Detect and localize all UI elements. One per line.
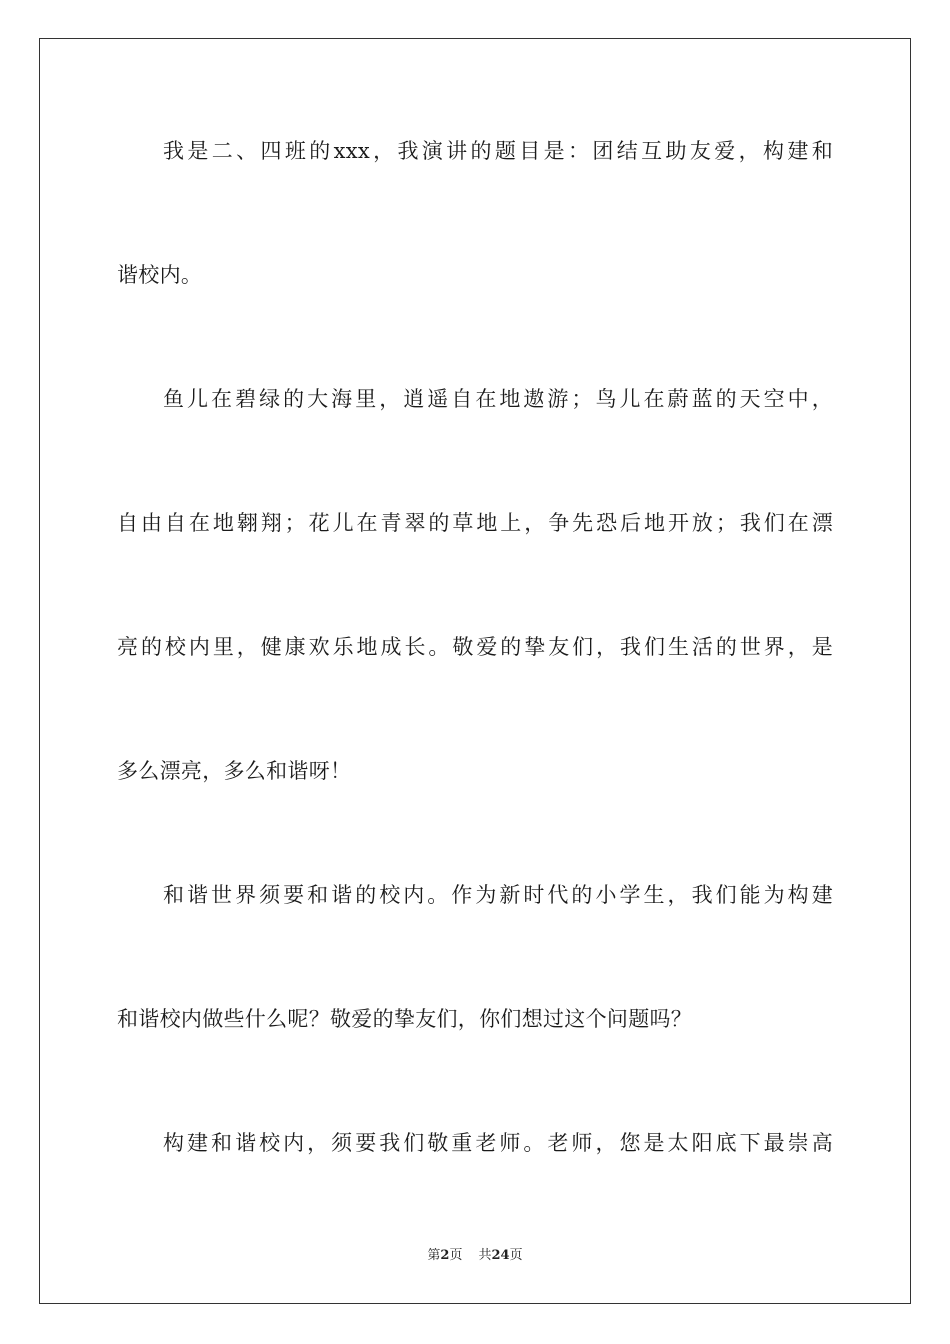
paragraph-line: 鱼儿在碧绿的大海里，逍遥自在地遨游；鸟儿在蔚蓝的天空中，: [163, 387, 833, 411]
total-label-prefix: 共: [478, 1248, 492, 1263]
page-label-prefix: 第: [427, 1248, 441, 1263]
total-label-suffix: 页: [509, 1248, 523, 1263]
page-label-suffix: 页: [449, 1248, 463, 1263]
paragraph-line: 和谐校内做些什么呢？敬爱的挚友们，你们想过这个问题吗？: [117, 1007, 693, 1031]
total-pages-number: 24: [491, 1248, 510, 1263]
paragraph-line: 自由自在地翱翔；花儿在青翠的草地上，争先恐后地开放；我们在漂: [117, 511, 833, 535]
page-frame: [39, 38, 911, 1304]
paragraph-line: 亮的校内里，健康欢乐地成长。敬爱的挚友们，我们生活的世界，是: [117, 635, 833, 659]
paragraph-line: 构建和谐校内，须要我们敬重老师。老师，您是太阳底下最崇高: [163, 1131, 833, 1155]
current-page-number: 2: [440, 1248, 450, 1263]
paragraph-line: 我是二、四班的xxx，我演讲的题目是：团结互助友爱，构建和: [163, 139, 833, 163]
paragraph-line: 谐校内。: [117, 263, 203, 287]
paragraph-line: 和谐世界须要和谐的校内。作为新时代的小学生，我们能为构建: [163, 883, 833, 907]
page-footer: [0, 1247, 950, 1265]
paragraph-line: 多么漂亮，多么和谐呀！: [117, 759, 352, 783]
